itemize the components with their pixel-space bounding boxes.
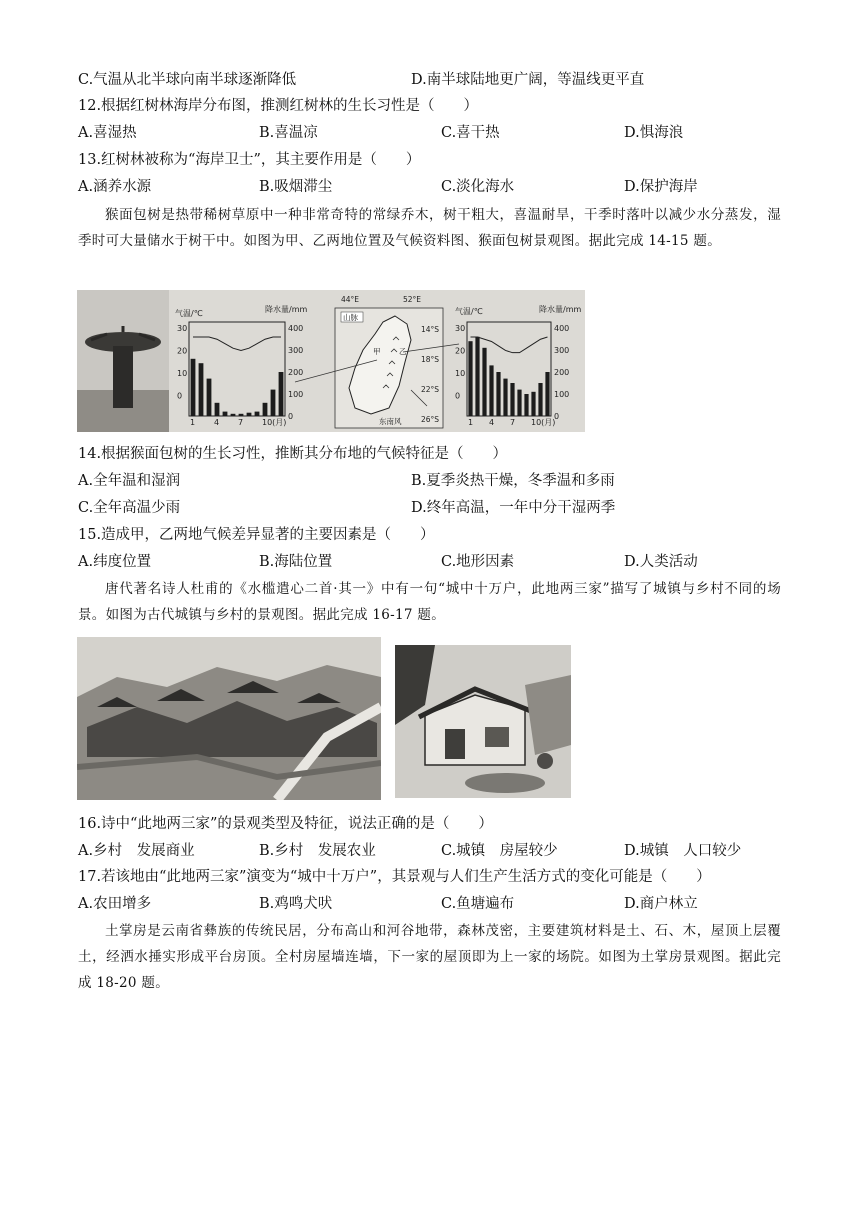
map-label-wind: 东南风 <box>379 417 402 426</box>
q16-option-b: B.乡村 发展农业 <box>259 843 376 859</box>
q14-option-c: C.全年高温少雨 <box>78 500 181 516</box>
passage-poem: 唐代著名诗人杜甫的《水槛遣心二首·其一》中有一句“城中十万户，此地两三家”描写了城镇与乡村不同的场景。如图为古代城镇与乡村的景观图。据此完成 16-17 题。 <box>78 581 781 623</box>
map-lon-44e: 44°E <box>341 295 360 304</box>
left-precip-bar <box>191 359 196 416</box>
q17-option-d: D.商户林立 <box>624 896 698 912</box>
q14-option-d: D.终年高温，一年中分干湿两季 <box>411 500 616 516</box>
right-precip-tick: 200 <box>554 368 570 377</box>
left-precip-tick: 400 <box>288 324 304 333</box>
q16-option-c: C.城镇 房屋较少 <box>441 843 558 859</box>
left-precip-bar <box>239 414 244 416</box>
left-precip-tick: 300 <box>288 346 304 355</box>
left-precip-bar <box>231 414 236 416</box>
ancient-village-image <box>395 645 571 798</box>
right-temp-tick: 20 <box>455 346 466 356</box>
left-climate-chart <box>175 304 307 427</box>
left-month-tick: 1 <box>190 418 196 427</box>
q14-option-b: B.夏季炎热干燥，冬季温和多雨 <box>411 473 615 489</box>
left-precip-tick: 100 <box>288 390 304 399</box>
q15-option-a: A.纬度位置 <box>78 554 152 570</box>
left-precip-bar <box>247 413 252 416</box>
q15-stem: 15.造成甲，乙两地气候差异显著的主要因素是（ ） <box>78 527 435 543</box>
ancient-town-image <box>77 637 381 800</box>
right-precip-bar <box>517 390 521 416</box>
right-temp-tick: 30 <box>455 324 466 333</box>
left-precip-bar <box>199 363 204 416</box>
right-temp-tick: 0 <box>455 391 461 401</box>
right-chart-precip-label: 降水量/mm <box>539 305 582 314</box>
right-temp-line <box>471 337 548 353</box>
right-precip-bar <box>489 365 493 416</box>
baobab-photo <box>77 290 169 432</box>
right-precip-bar <box>524 394 528 416</box>
map-lat-14s: 14°S <box>421 325 440 334</box>
q14-stem: 14.根据猴面包树的生长习性，推断其分布地的气候特征是（ ） <box>78 446 508 462</box>
q15-option-b: B.海陆位置 <box>259 554 333 570</box>
q13-option-b: B.吸烟滞尘 <box>259 179 333 195</box>
q16-stem: 16.诗中“此地两三家”的景观类型及特征，说法正确的是（ ） <box>78 816 493 832</box>
q12-option-b: B.喜温凉 <box>259 125 318 141</box>
right-precip-tick: 100 <box>554 390 570 399</box>
q16-option-a: A.乡村 发展商业 <box>78 843 195 859</box>
right-temp-tick: 10 <box>455 368 466 378</box>
q13-option-a: A.涵养水源 <box>78 179 152 195</box>
q16-option-d: D.城镇 人口较少 <box>624 843 742 859</box>
q17-option-a: A.农田增多 <box>78 896 152 912</box>
left-chart-temp-label: 气温/℃ <box>175 309 203 318</box>
left-month-tick: 4 <box>214 418 220 427</box>
q15-option-c: C.地形因素 <box>441 554 515 570</box>
right-precip-tick: 300 <box>554 346 570 355</box>
right-precip-bar <box>531 392 535 416</box>
climate-figure <box>77 290 585 432</box>
left-precip-tick: 200 <box>288 368 304 377</box>
q13-option-c: C.淡化海水 <box>441 179 515 195</box>
q13-stem: 13.红树林被称为“海岸卫士”，其主要作用是（ ） <box>78 152 421 168</box>
q13-option-d: D.保护海岸 <box>624 179 698 195</box>
right-precip-bar <box>482 348 486 416</box>
right-precip-bar <box>538 383 542 416</box>
right-month-tick: 1 <box>468 418 474 427</box>
right-precip-tick: 0 <box>554 412 560 421</box>
left-precip-bar <box>279 372 284 416</box>
passage-tuzhangfang: 土掌房是云南省彝族的传统民居，分布高山和河谷地带，森林茂密，主要建筑材料是土、石、木，屋顶上层覆土，经洒水捶实形成平台房顶。全村房屋墙连墙，下一家的屋顶即为上一家的场院。如图为土掌房景观图。据此完成 18-20 题。 <box>78 923 781 991</box>
map-lon-52e: 52°E <box>403 295 422 304</box>
left-temp-tick: 30 <box>177 324 188 333</box>
q12-stem: 12.根据红树林海岸分布图，推测红树林的生长习性是（ ） <box>78 98 479 114</box>
map-lat-22s: 22°S <box>421 385 440 394</box>
left-precip-bar <box>271 390 276 416</box>
q15-option-d: D.人类活动 <box>624 554 698 570</box>
right-month-tick: 10(月) <box>531 418 556 427</box>
right-precip-bar <box>503 379 507 416</box>
q12-option-a: A.喜湿热 <box>78 125 137 141</box>
right-precip-bar <box>468 341 472 416</box>
left-temp-tick: 20 <box>177 346 188 356</box>
map-label-yi: 乙 <box>399 347 407 356</box>
right-chart-temp-label: 气温/℃ <box>455 307 483 316</box>
q12-option-c: C.喜干热 <box>441 125 500 141</box>
q17-option-c: C.鱼塘遍布 <box>441 896 515 912</box>
left-precip-bar <box>223 412 228 416</box>
left-precip-bar <box>207 379 212 416</box>
q17-stem: 17.若该地由“此地两三家”演变为“城中十万户”，其景观与人们生产生活方式的变化可能是（ ） <box>78 869 711 885</box>
madagascar-map <box>295 295 459 428</box>
map-lat-26s: 26°S <box>421 415 440 424</box>
left-precip-bar <box>255 412 260 416</box>
q11-option-c: C.气温从北半球向南半球逐渐降低 <box>78 72 297 88</box>
passage-baobab: 猴面包树是热带稀树草原中一种非常奇特的常绿乔木，树干粗大，喜温耐旱，干季时落叶以减少水分蒸发，湿季时可大量储水于树干中。如图为甲、乙两地位置及气候资料图、猴面包树景观图。据此完成 14-15 题。 <box>78 207 781 249</box>
right-month-tick: 4 <box>489 418 495 427</box>
left-temp-tick: 0 <box>177 391 183 401</box>
q17-option-b: B.鸡鸣犬吠 <box>259 896 333 912</box>
right-month-tick: 7 <box>510 418 516 427</box>
left-precip-bar <box>263 403 268 416</box>
right-precip-bar <box>545 372 549 416</box>
q12-option-d: D.惧海浪 <box>624 125 684 141</box>
left-precip-bar <box>215 403 220 416</box>
left-temp-tick: 10 <box>177 368 188 378</box>
q14-option-a: A.全年温和湿润 <box>78 473 181 489</box>
left-month-tick: 7 <box>238 418 244 427</box>
right-precip-bar <box>510 383 514 416</box>
right-precip-bar <box>475 337 479 416</box>
map-lat-18s: 18°S <box>421 355 440 364</box>
q11-option-d: D.南半球陆地更广阔，等温线更平直 <box>411 72 645 88</box>
map-legend-mountain: 山脉 <box>343 313 358 322</box>
left-precip-tick: 0 <box>288 412 294 421</box>
right-precip-bar <box>496 372 500 416</box>
right-precip-tick: 400 <box>554 324 570 333</box>
right-climate-chart <box>455 304 581 427</box>
left-month-tick: 10(月) <box>262 418 287 427</box>
left-chart-precip-label: 降水量/mm <box>265 305 308 314</box>
left-temp-line <box>193 337 281 350</box>
map-label-jia: 甲 <box>373 347 381 356</box>
